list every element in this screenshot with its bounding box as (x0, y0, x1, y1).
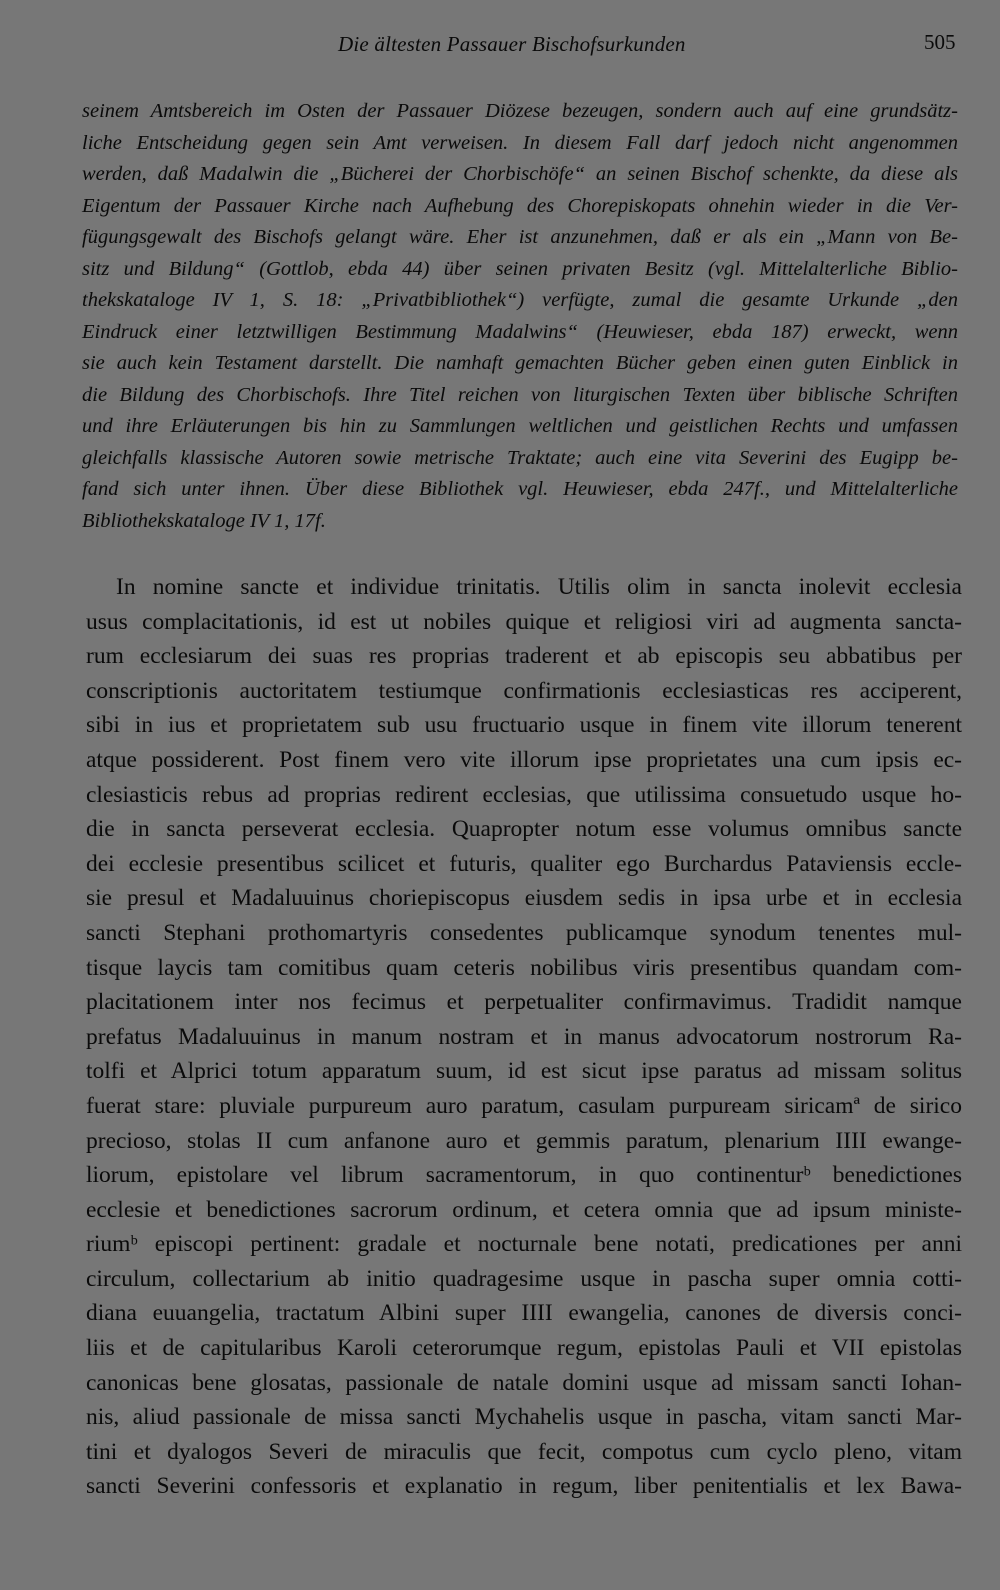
text-line: sancti Severini confessoris et explanatio in regum, liber penitentialis et lex Bawa- (86, 1473, 962, 1500)
text-line: sancti Stephani prothomartyris consedentes publicamque synodum tenentes mul- (86, 919, 962, 946)
text-line: rum ecclesiarum dei suas res proprias traderent et ab episcopis seu abbatibus per (86, 643, 962, 670)
text-line: In nomine sancte et individue trinitatis. Utilis olim in sancta inolevit ecclesia (116, 574, 962, 600)
footnote-line: Eigentum der Passauer Kirche nach Aufhebung des Chorepiskopats ohnehin wieder in die Ver- (82, 194, 958, 217)
text-line: prefatus Madaluuinus in manum nostram et in manus advocatorum nostrorum Ra- (86, 1023, 962, 1050)
text-line: fuerat stare: pluviale purpureum auro paratum, casulam purpuream siricamª de sirico (86, 1092, 962, 1119)
footnote-line: Eindruck einer letztwilligen Bestimmung Madalwins“ (Heuwieser, ebda 187) erweckt, wenn (82, 320, 958, 343)
text-line: conscriptionis auctoritatem testiumque confirmationis ecclesiasticas res acciperent, (86, 677, 962, 704)
text-line: ecclesie et benedictiones sacrorum ordinum, et cetera omnia que ad ipsum ministe- (86, 1196, 962, 1223)
footnote-line: werden, daß Madalwin die „Bücherei der Chorbischöfe“ an seinen Bischof schenkte, da diese als (82, 163, 958, 185)
footnote-line: liche Entscheidung gegen sein Amt verweisen. In diesem Fall darf jedoch nicht angenommen (82, 131, 958, 154)
page-number: 505 (924, 30, 956, 54)
text-line: clesiasticis rebus ad proprias redirent ecclesias, que utilissima consuetudo usque ho- (86, 781, 962, 808)
text-line: die in sancta perseverat ecclesia. Quapropter notum esse volumus omnibus sancte (86, 816, 962, 843)
text-line: circulum, collectarium ab initio quadragesime usque in pascha super omnia cotti- (86, 1265, 962, 1292)
running-title: Die ältesten Passauer Bischofsurkunden (338, 32, 686, 56)
text-line: riumᵇ episcopi pertinent: gradale et nocturnale bene notati, predicationes per anni (86, 1231, 962, 1258)
text-line: nis, aliud passionale de missa sancti Mychahelis usque in pascha, vitam sancti Mar- (86, 1404, 962, 1431)
running-head (0, 30, 1000, 60)
footnote-line: fügungsgewalt des Bischofs gelangt wäre. Eher ist anzunehmen, daß er als ein „Mann von Be- (82, 226, 958, 248)
footnote-line: und ihre Erläuterungen bis hin zu Sammlungen weltlichen und geistlichen Rechts und umfassen (82, 415, 958, 437)
text-line: dei ecclesie presentibus scilicet et futuris, qualiter ego Burchardus Pataviensis eccle- (86, 850, 962, 877)
footnote-line: Bibliothekskataloge IV 1, 17f. (82, 509, 326, 532)
footnote-line: sitz und Bildung“ (Gottlob, ebda 44) über seinen privaten Besitz (vgl. Mittelalterliche Biblio- (82, 257, 958, 280)
text-line: liis et de capitularibus Karoli ceterorumque regum, epistolas Pauli et VII epistolas (86, 1335, 962, 1362)
text-line: tisque laycis tam comitibus quam ceteris nobilibus viris presentibus quandam com- (86, 954, 962, 981)
text-line: usus complacitationis, id est ut nobiles quique et religiosi viri ad augmenta sancta- (86, 608, 962, 635)
text-line: atque possiderent. Post finem vero vite illorum ipse proprietates una cum ipsis ec- (86, 746, 962, 773)
text-line: liorum, epistolare vel librum sacramentorum, in quo continenturᵇ benedictiones (86, 1162, 962, 1189)
footnote-block (82, 96, 958, 537)
text-line: tolfi et Alprici totum apparatum suum, id est sicut ipse paratus ad missam solitus (86, 1058, 962, 1085)
text-line: precioso, stolas II cum anfanone auro et gemmis paratum, plenarium IIII ewange- (86, 1127, 962, 1154)
text-line: sibi in ius et proprietatem sub usu fructuario usque in finem vite illorum tenerent (86, 712, 962, 739)
text-line: sie presul et Madaluuinus choriepiscopus eiusdem sedis in ipsa urbe et in ecclesia (86, 885, 962, 912)
footnote-line: gleichfalls klassische Autoren sowie metrische Traktate; auch eine vita Severini des Eugipp be- (82, 446, 958, 469)
footnote-line: sie auch kein Testament darstellt. Die namhaft gemachten Bücher geben einen guten Einblick in (82, 352, 958, 374)
footnote-line: fand sich unter ihnen. Über diese Bibliothek vgl. Heuwieser, ebda 247f., und Mittelalterliche (82, 478, 958, 500)
text-line: tini et dyalogos Severi de miraculis que fecit, compotus cum cyclo pleno, vitam (86, 1438, 962, 1465)
footnote-line: thekskataloge IV 1, S. 18: „Privatbibliothek“) verfügte, zumal die gesamte Urkunde „den (82, 289, 958, 311)
footnote-line: die Bildung des Chorbischofs. Ihre Titel reichen von liturgischen Texten über biblische Schriften (82, 383, 958, 406)
charter-text (86, 570, 962, 1504)
footnote-line: seinem Amtsbereich im Osten der Passauer Diözese bezeugen, sondern auch auf eine grundsätz- (82, 100, 958, 122)
text-line: canonicas bene glosatas, passionale de natale domini usque ad missam sancti Iohan- (86, 1369, 962, 1396)
text-line: placitationem inter nos fecimus et perpetualiter confirmavimus. Tradidit namque (86, 989, 962, 1016)
text-line: diana euuangelia, tractatum Albini super IIII ewangelia, canones de diversis conci- (86, 1300, 962, 1327)
